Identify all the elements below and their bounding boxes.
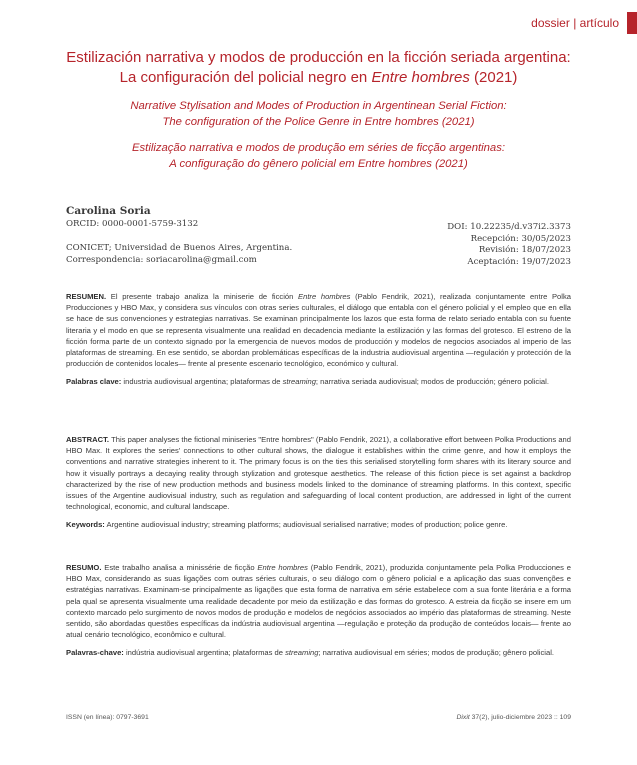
keywords-es-text2: ; narrativa seriada audiovisual; modos de producción; género policial. xyxy=(315,377,549,387)
author-info xyxy=(66,206,292,266)
keywords-spanish xyxy=(66,376,571,387)
date-received: Recepción: 30/05/2023 xyxy=(470,233,571,244)
keywords-pt-text2: ; narrativa audiovisual em séries; modos de produção; gênero policial. xyxy=(318,648,554,658)
keywords-pt-text1: indústria audiovisual argentina; plataformas de xyxy=(123,648,286,658)
abstract-spanish xyxy=(66,291,571,388)
author-affiliation: CONICET; Universidad de Buenos Aires, Argentina. xyxy=(66,243,293,253)
keywords-es-text1: industria audiovisual argentina; plataformas de xyxy=(121,377,283,387)
keywords-en-text: Argentine audiovisual industry; streaming platforms; audiovisual serialised narrative; modes of production; police genre. xyxy=(104,520,508,530)
title-pt-line1: Estilização narrativa e modos de produção em séries de ficção argentinas: xyxy=(132,142,505,154)
footer-journal: Dixit xyxy=(456,714,470,721)
abstract-es-text2: (Pablo Fendrik, 2021), realizada conjuntamente entre Polka Producciones y HBO Max, y considera sus vínculos con otras series culturales, el diálogo que entabla con el género policial y el empleo que en ella se hace de sus convenciones y estrategias narrativas. Se examinan principalmente los lazos que esta forma de relato seriado entabla con su fuente literaria y el modo en que se representa visualmente una realidad en decadencia mediante la estilización y las formas del grotesco. El estreno de la ficción forma parte de un contexto signado por la emergencia de nuevos modos de producción y modelos de negocios asociados al imperio de las plataformas de streaming. En ese sentido, se abordan problemáticas específicas de la industria audiovisual argentina —regulación y protección de la producción de contenidos locales— frente al presente escenario tecnológico, económico y cultural. xyxy=(66,292,571,369)
title-english xyxy=(60,98,577,130)
title-portuguese xyxy=(60,140,577,172)
keywords-pt-lead: Palavras-chave: xyxy=(66,648,124,658)
abstract-en-body: This paper analyses the fictional miniseries "Entre hombres" (Pablo Fendrik, 2021), a collaborative effort between Polka Productions and HBO Max. It explores the series' connections to other cultural shows, the dialogue it establishes within the crime genre, and how it employs the conventions and narrative strategies inherent to it. The primary focus is on the ties this serialised storytelling form shares with its literary source and how it visually portrays a decaying reality through stylization and grotesque aesthetics. The release of this fiction piece is set against a backdrop characterized by the rise of new production methods and business models linked to the dominance of streaming platforms. In this context, specific issues of the Argentine audiovisual industry, such as regulation and safeguarding of local content production, are addressed in light of the current technological, economic, and cultural landscape. xyxy=(66,435,571,512)
title-en-line2: The configuration of the Police Genre in Entre hombres (2021) xyxy=(162,116,475,128)
abstract-es-text xyxy=(66,291,571,369)
abstract-pt-lead: RESUMO. xyxy=(66,563,102,572)
article-meta xyxy=(447,222,571,268)
title-es-line2-post: (2021) xyxy=(469,69,518,86)
title-block xyxy=(60,48,577,172)
page-footer xyxy=(66,714,571,721)
footer-issn: ISSN (en línea): 0797-3691 xyxy=(66,714,149,721)
abstract-es-lead: RESUMEN. xyxy=(66,292,107,301)
title-es-italic: Entre hombres xyxy=(371,69,470,86)
abstract-pt-text2: (Pablo Fendrik, 2021), produzida conjuntamente pela Polka Producciones e HBO Max, considerando as suas ligações com outras séries culturais, o seu diálogo com o gênero policial e a aplicação das suas convenções e estratégias narrativas. Examinam-se principalmente as ligações que esta forma de narrativa em série estabelece com a sua fonte literária e a forma pela qual se apresenta visualmente uma realidade decadente por meio da estilização e das formas do grotesco. A estreia da ficção se insere em um contexto marcado pelo surgimento de novos modos de produção e modelos de negócios associados ao império das plataformas de streaming. Neste sentido, são abordadas questões específicas da indústria audiovisual argentina —regulação e proteção da produção de conteúdos locais— frente ao atual cenário tecnológico, econômico e cultural. xyxy=(66,563,571,640)
abstract-en-text xyxy=(66,434,571,512)
date-revised: Revisión: 18/07/2023 xyxy=(478,245,571,255)
keywords-es-lead: Palabras clave: xyxy=(66,377,122,387)
abstract-pt-text xyxy=(66,562,571,640)
accent-block xyxy=(627,12,637,34)
keywords-english xyxy=(66,519,571,530)
title-es-line2-pre: La configuración del policial negro en xyxy=(119,69,372,86)
footer-issue-info: 37(2), julio-diciembre 2023 :: 109 xyxy=(469,714,571,721)
section-label: dossier | artículo xyxy=(531,16,619,30)
keywords-pt-italic: streaming xyxy=(285,648,319,658)
title-es-line2 xyxy=(60,68,577,88)
date-accepted: Aceptación: 19/07/2023 xyxy=(467,256,571,267)
doi[interactable]: DOI: 10.22235/d.v37i2.3373 xyxy=(447,222,571,232)
abstract-en-lead: ABSTRACT. xyxy=(66,435,110,444)
abstract-english xyxy=(66,434,571,531)
title-es-line1: Estilización narrativa y modos de producción en la ficción seriada argentina: xyxy=(66,49,571,66)
abstract-pt-text1: Este trabalho analisa a minissérie de ficção xyxy=(101,563,258,572)
abstract-portuguese xyxy=(66,562,571,659)
abstract-pt-italic: Entre hombres xyxy=(257,563,308,572)
title-en-line1: Narrative Stylisation and Modes of Production in Argentinean Serial Fiction: xyxy=(130,100,507,112)
author-correspondence[interactable]: Correspondencia: soriacarolina@gmail.com xyxy=(66,254,257,265)
abstract-es-italic: Entre hombres xyxy=(298,292,351,301)
footer-issue xyxy=(457,714,571,721)
section-header xyxy=(531,12,637,34)
title-spanish xyxy=(60,48,577,88)
abstract-es-text1: El presente trabajo analiza la miniserie de ficción xyxy=(106,292,299,301)
author-name: Carolina Soria xyxy=(66,205,151,217)
keywords-portuguese xyxy=(66,647,571,658)
keywords-es-italic: streaming xyxy=(282,377,316,387)
author-orcid[interactable]: ORCID: 0000-0001-5759-3132 xyxy=(66,218,199,229)
title-pt-line2: A configuração do gênero policial em Entre hombres (2021) xyxy=(169,158,468,170)
keywords-en-lead: Keywords: xyxy=(66,520,105,530)
